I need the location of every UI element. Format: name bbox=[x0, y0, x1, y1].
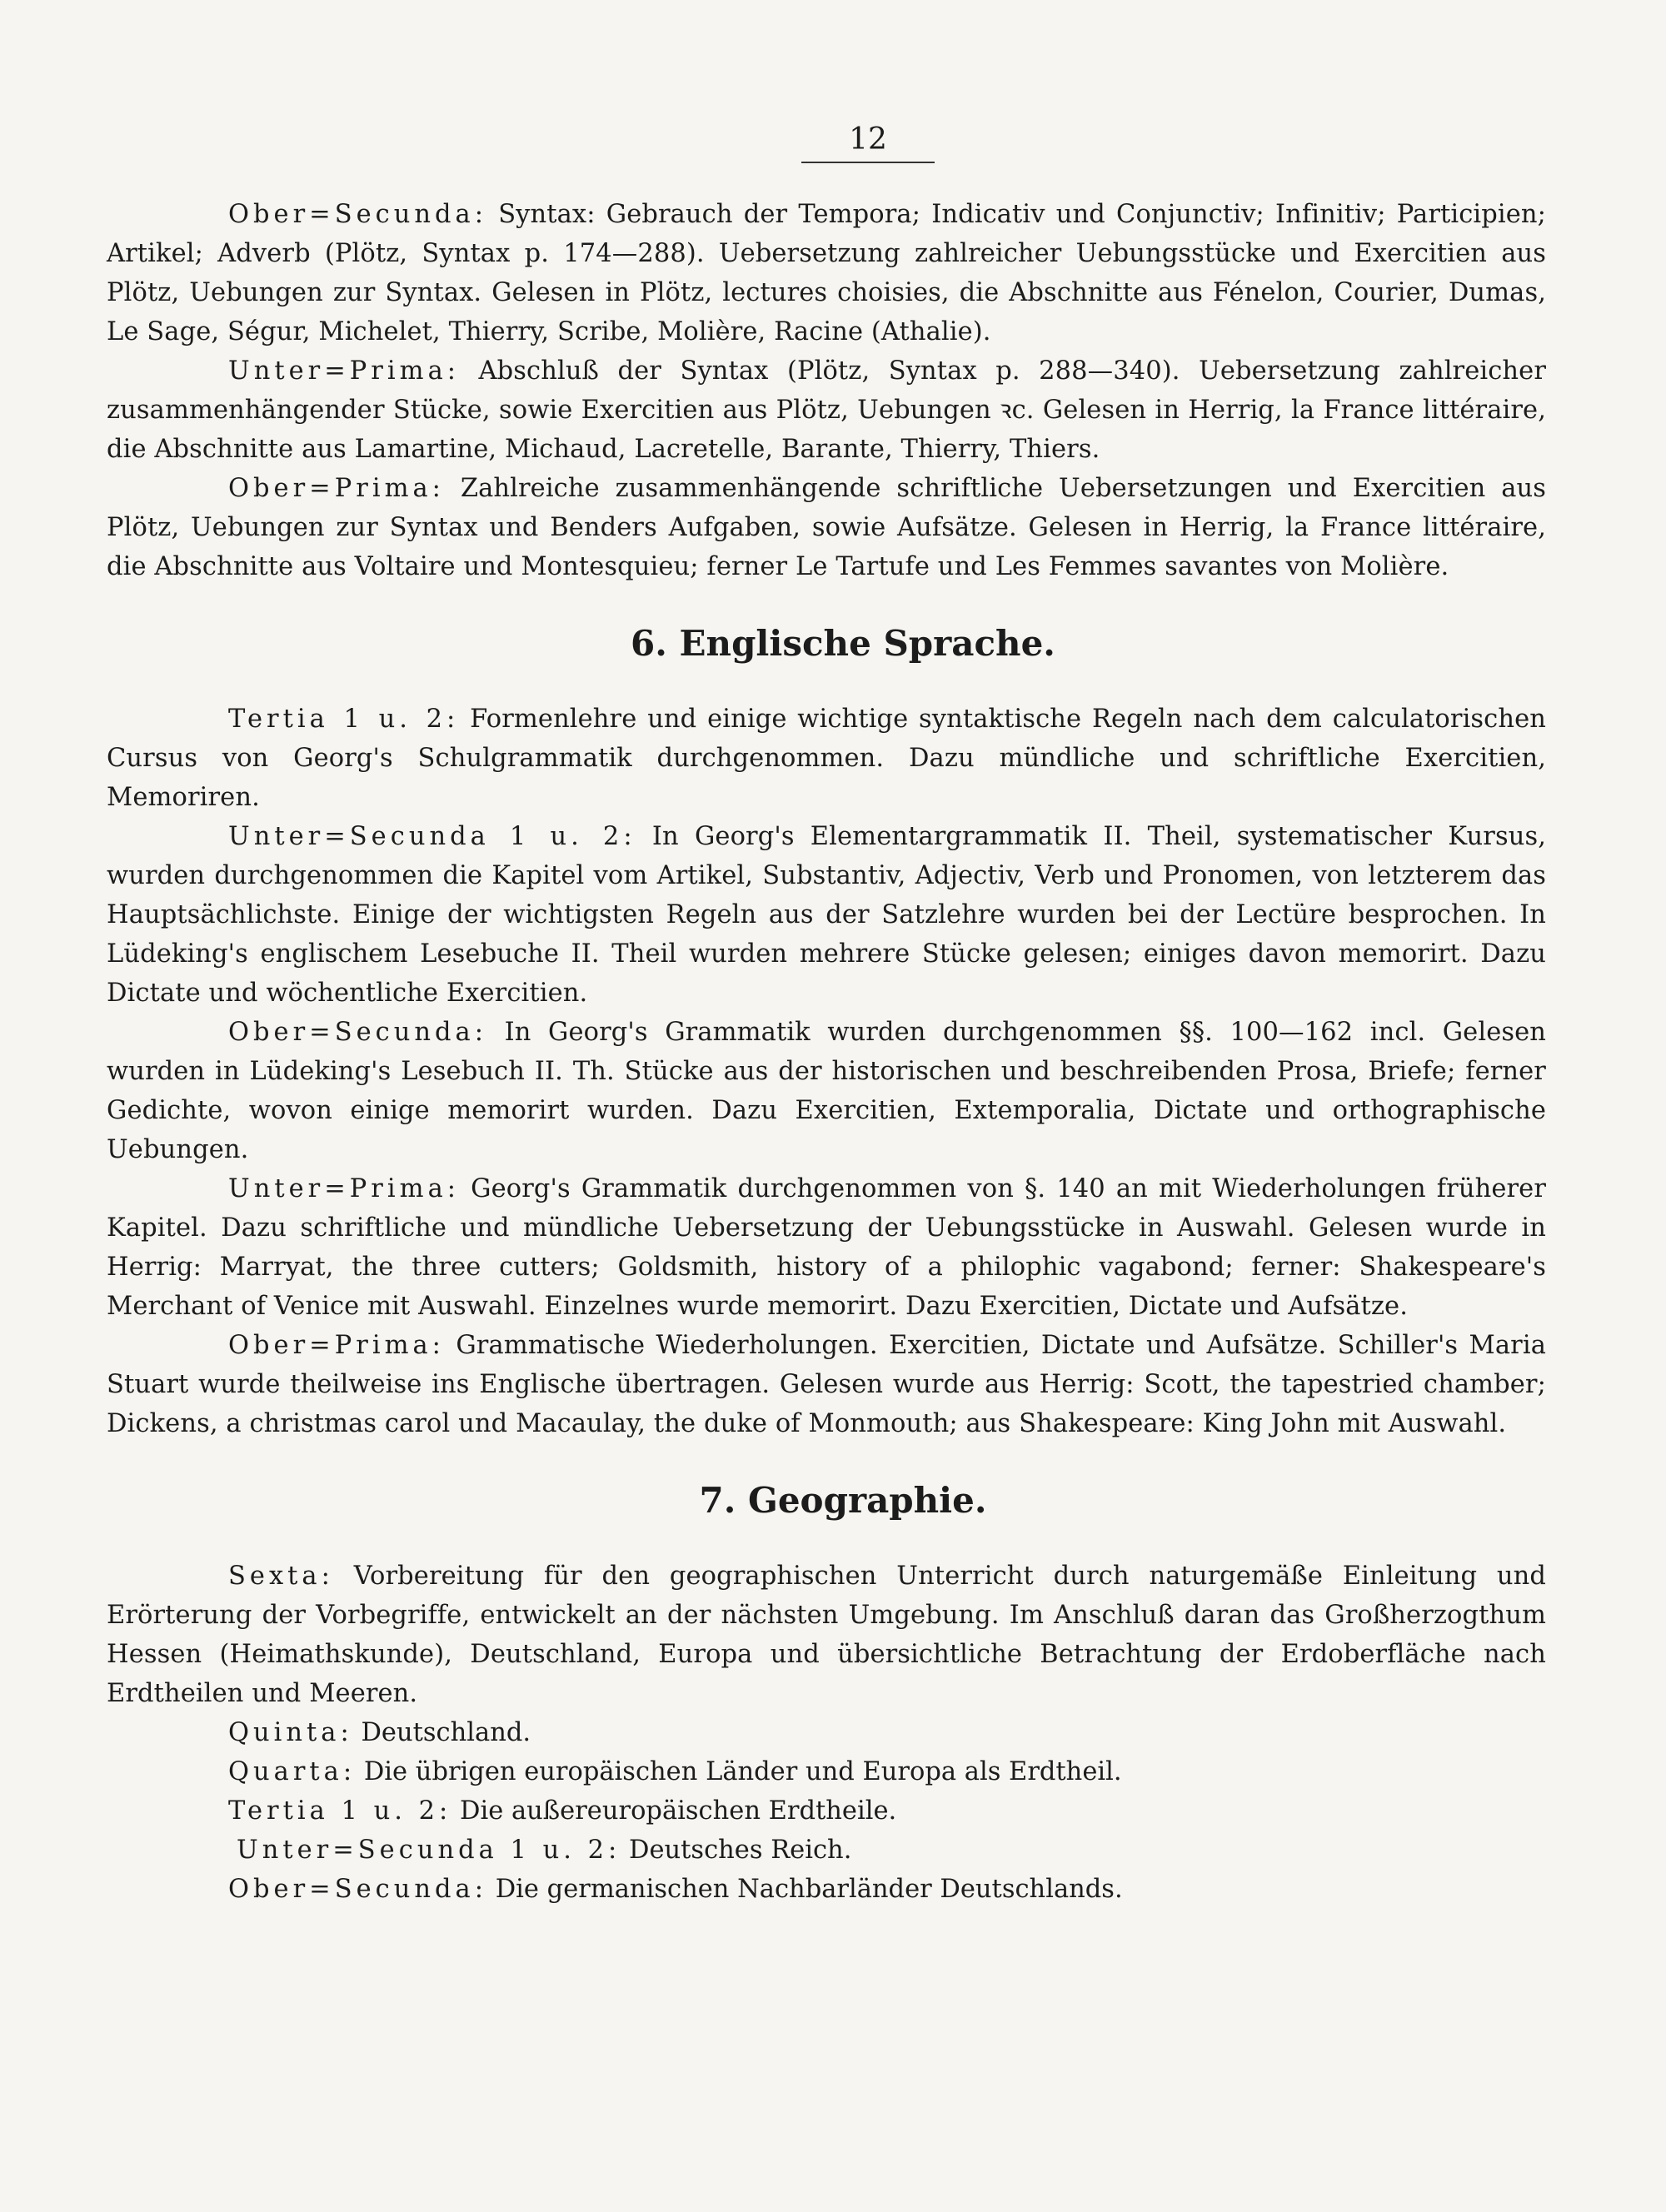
line-text: Deutsches Reich. bbox=[629, 1836, 852, 1865]
paragraph-text: Abschluß der Syntax (Plötz, Syntax p. 288—340). Uebersetzung zahlreicher zusammenhängender Stücke, sowie Exercitien aus Plötz, Uebungen ꝛc. Gelesen in Herrig, la France littéraire, die Abschnitte aus Lamartine, Michaud, Lacretelle, Barante, Thierry, Thiers. bbox=[107, 356, 1546, 464]
french-ober-prima-paragraph bbox=[107, 469, 1546, 586]
class-label: Unter=Prima: bbox=[228, 1174, 461, 1203]
class-label: Tertia 1 u. 2: bbox=[228, 705, 460, 734]
class-label: Unter=Secunda 1 u. 2: bbox=[228, 822, 636, 851]
section-title-english: 6. Englische Sprache. bbox=[631, 623, 1055, 664]
english-tertia-paragraph bbox=[107, 700, 1546, 817]
french-unter-prima-paragraph bbox=[107, 351, 1546, 469]
paragraph-text: Vorbereitung für den geographischen Unterricht durch naturgemäße Einleitung und Erörterung der Vorbegriffe, entwickelt an der nächsten Umgebung. Im Anschluß daran das Großherzogthum Hessen (Heimathskunde), Deutschland, Europa und übersichtliche Betrachtung der Erdoberfläche nach Erdtheilen und Meeren. bbox=[107, 1562, 1547, 1708]
class-label: Ober=Secunda: bbox=[228, 1875, 488, 1904]
geography-ober-secunda-line bbox=[107, 1870, 1546, 1909]
line-text: Deutschland. bbox=[361, 1718, 531, 1747]
english-ober-prima-paragraph bbox=[107, 1326, 1546, 1443]
class-label: Unter=Prima: bbox=[228, 356, 461, 386]
french-ober-secunda-paragraph bbox=[107, 195, 1546, 351]
class-label: Ober=Prima: bbox=[228, 1331, 445, 1360]
english-unter-secunda-paragraph bbox=[107, 817, 1546, 1013]
class-label: Ober=Secunda: bbox=[228, 1018, 488, 1047]
class-label: Quarta: bbox=[228, 1757, 357, 1786]
section-title-geography: 7. Geographie. bbox=[699, 1480, 987, 1521]
english-unter-prima-paragraph bbox=[107, 1169, 1546, 1326]
geography-tertia-line bbox=[107, 1791, 1546, 1831]
paragraph-text: Grammatische Wiederholungen. Exercitien, Dictate und Aufsätze. Schiller's Maria Stuart wurde theilweise ins Englische übertragen. Gelesen wurde aus Herrig: Scott, the tapestried chamber; Dickens, a christmas carol und Macaulay, the duke of Monmouth; aus Shakespeare: King John mit Auswahl. bbox=[107, 1331, 1546, 1438]
class-label: Sexta: bbox=[228, 1562, 334, 1591]
geography-quinta-line bbox=[107, 1713, 1546, 1752]
class-label: Ober=Secunda: bbox=[228, 200, 488, 229]
english-ober-secunda-paragraph bbox=[107, 1013, 1546, 1169]
geography-unter-secunda-line bbox=[107, 1831, 1546, 1870]
paragraph-text: In Georg's Elementargrammatik II. Theil, systematischer Kursus, wurden durchgenommen die Kapitel vom Artikel, Substantiv, Adjectiv, Verb und Pronomen, von letzterem das Hauptsächlichste. Einige der wichtigsten Regeln aus der Satzlehre wurden bei der Lectüre besprochen. In Lüdeking's englischem Lesebuche II. Theil wurden mehrere Stücke gelesen; einiges davon memorirt. Dazu Dictate und wöchentliche Exercitien. bbox=[107, 822, 1546, 1008]
geography-sexta-paragraph bbox=[107, 1557, 1546, 1713]
line-text: Die außereuropäischen Erdtheile. bbox=[460, 1796, 897, 1826]
document-page bbox=[107, 123, 1546, 1909]
class-label: Ober=Prima: bbox=[228, 474, 445, 503]
paragraph-text: Georg's Grammatik durchgenommen von §. 140 an mit Wiederholungen früherer Kapitel. Dazu schriftliche und mündliche Uebersetzung der Uebungsstücke in Auswahl. Gelesen wurde in Herrig: Marryat, the three cutters; Goldsmith, history of a philophic vagabond; ferner: Shakespeare's Merchant of Venice mit Auswahl. Einzelnes wurde memorirt. Dazu Exercitien, Dictate und Aufsätze. bbox=[107, 1174, 1546, 1321]
class-label: Tertia 1 u. 2: bbox=[228, 1796, 452, 1826]
geography-quarta-line bbox=[107, 1752, 1546, 1791]
paragraph-text: Syntax: Gebrauch der Tempora; Indicativ und Conjunctiv; Infinitiv; Participien; Artikel; Adverb (Plötz, Syntax p. 174—288). Uebersetzung zahlreicher Uebungsstücke und Exercitien aus Plötz, Uebungen zur Syntax. Gelesen in Plötz, lectures choisies, die Abschnitte aus Fénelon, Courier, Dumas, Le Sage, Ségur, Michelet, Thierry, Scribe, Molière, Racine (Athalie). bbox=[107, 200, 1546, 346]
line-text: Die germanischen Nachbarländer Deutschlands. bbox=[495, 1875, 1123, 1904]
class-label: Quinta: bbox=[228, 1718, 353, 1747]
line-text: Die übrigen europäischen Länder und Europa als Erdtheil. bbox=[363, 1757, 1122, 1786]
page-number-rule bbox=[801, 162, 935, 163]
paragraph-text: Zahlreiche zusammenhängende schriftliche Uebersetzungen und Exercitien aus Plötz, Uebungen zur Syntax und Benders Aufgaben, sowie Aufsätze. Gelesen in Herrig, la France littéraire, die Abschnitte aus Voltaire und Montesquieu; ferner Le Tartufe und Les Femmes savantes von Molière. bbox=[107, 474, 1546, 581]
paragraph-text: In Georg's Grammatik wurden durchgenommen §§. 100—162 incl. Gelesen wurden in Lüdeking's Lesebuch II. Th. Stücke aus der historischen und beschreibenden Prosa, Briefe; ferner Gedichte, wovon einige memorirt wurden. Dazu Exercitien, Extemporalia, Dictate und orthographische Uebungen. bbox=[107, 1018, 1546, 1164]
paragraph-text: Formenlehre und einige wichtige syntaktische Regeln nach dem calculatorischen Cursus von Georg's Schulgrammatik durchgenommen. Dazu mündliche und schriftliche Exercitien, Memoriren. bbox=[107, 705, 1547, 812]
page-number: 12 bbox=[849, 122, 887, 157]
class-label: Unter=Secunda 1 u. 2: bbox=[237, 1836, 621, 1865]
